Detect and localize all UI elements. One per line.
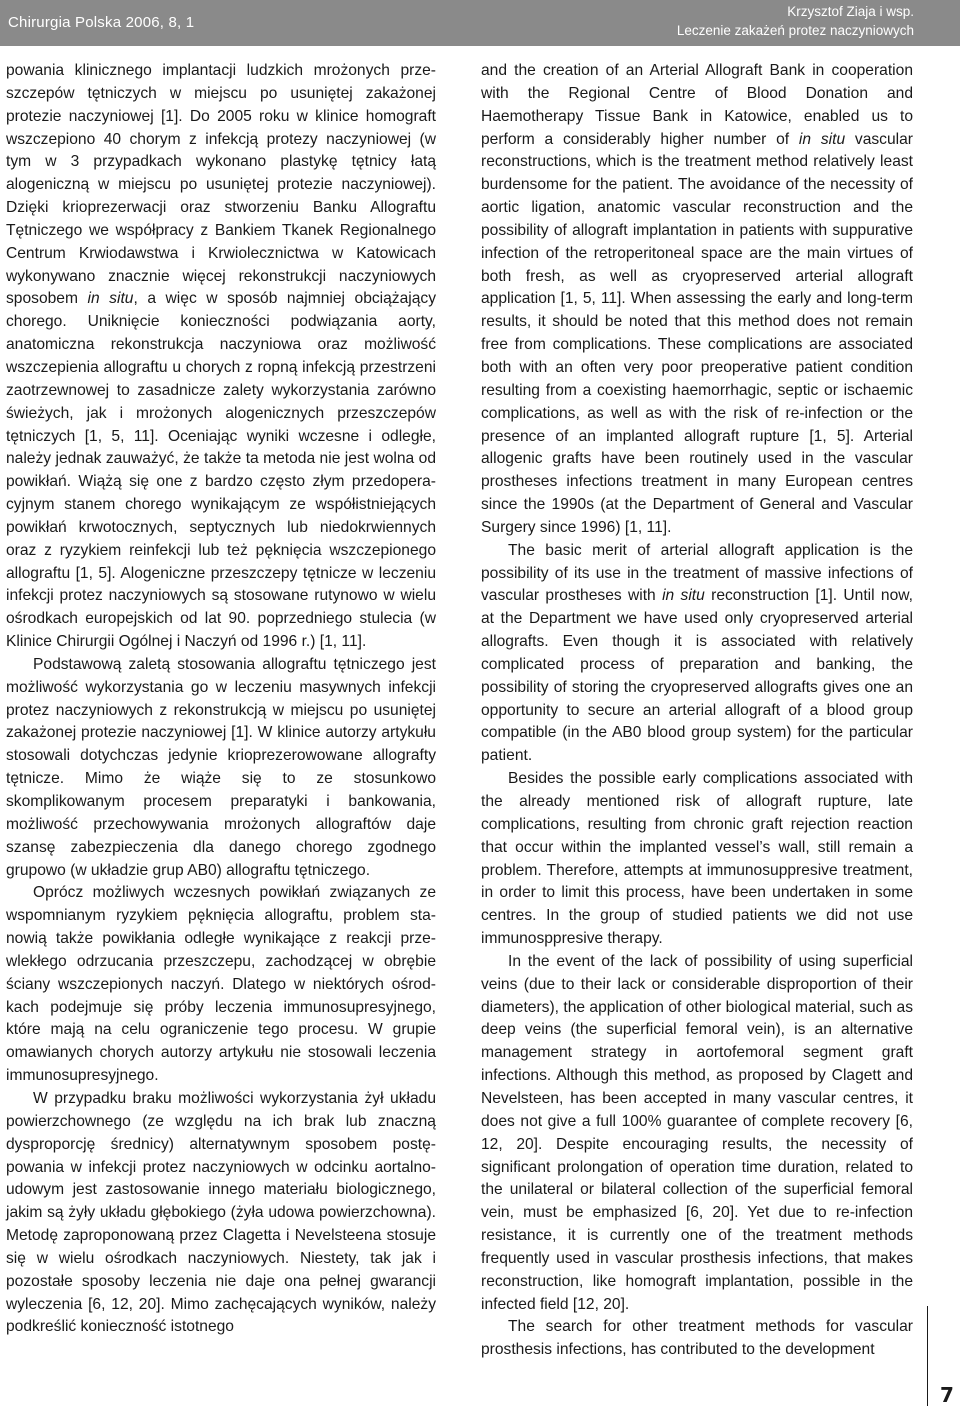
running-head (677, 2, 914, 40)
polish-column (6, 60, 436, 1339)
journal-citation: Chirurgia Polska 2006, 8, 1 (8, 14, 195, 31)
italic-term: in situ (798, 130, 846, 148)
paragraph: Oprócz możliwych wczesnych powikłań związanych ze wspomnianym ryzykiem pęknięcia allograftu, problem stanowią także powikłania odległe wynikające z reakcji przewlekłego odrzucania przeszczepu, zachodzącej w obrębie ściany wszczepionych naczyń. Dlatego w niektórych ośrodkach podejmuje się próby leczenia immunosupresyjnego, które mają na celu ograniczenie tego procesu. W grupie omawianych chorych autorzy artykułu nie stosowali leczenia immunosupresyjnego. (6, 884, 436, 1085)
paragraph: and the creation of an Arterial Allograft Bank in cooperation with the Regional Centre of Blood Donation and Haemotherapy Tissue Bank in Katowice, enabled us to perform a considerably higher number of in situ vascular reconstructions, which is the treatment method relatively least burdensome for the patient. The avoidance of the necessity of aortic ligation, anatomic vascular reconstruction and the possibility of allograft implantation in patients with suppurative infection of the retroperitoneal space are the main virtues of both fresh, as well as cryopreserved arterial allograft application [1, 5, 11]. When assessing the early and long-term results, it should be noted that this method does not remain free from complications. These complications are associated both with an often very poor preoperative patient condition resulting from a coexisting haemorrhagic, septic or ischaemic complications, as well as with the risk of re-infection or the presence of an implanted allograft rupture [1, 5]. Arterial allogenic grafts have been routinely used in the vascular prostheses infections treatment in many European centres since the 1990s (at the Department of General and Vascular Surgery since 1996) [1, 11]. (481, 62, 913, 536)
paragraph: Podstawową zaletą stosowania allograftu tętniczego jest możliwość wykorzystania go w leczeniu masywnych infekcji protez naczyniowych z rekonstrukcją w miejscu po usuniętej zakażonej protezie naczyniowej [1]. W klinice autorzy artykułu stosowali dotychczas jedynie krioprezerowowane allografty tętnicze. Mimo że wiąże się to ze stosunkowo skomplikowanym procesem preparatyki i bankowania, możliwość przechowywania mrożonych allograftów daje szansę zabezpieczenia dla danego chorego zgodnego grupowo (w układzie grup AB0) allograftu tętniczego. (6, 655, 436, 879)
paragraph: The basic merit of arterial allograft application is the possibility of its use in the treatment of massive infections of vascular prostheses with in situ reconstruction [1]. Until now, at the Department we have used only cryopreserved arterial allografts. Even though it is associated with relatively complicated process of preparation and banking, the possibility of storing the cryopreserved allografts gives one an opportunity to secure an arterial allograft of a blood group compatible (in the AB0 blood group system) for the particular patient. (481, 541, 913, 765)
paragraph: Besides the possible early complications associated with the already mentioned risk of allograft rupture, late complications, resulting from chronic graft rejection reaction that occur within the implanted vessel’s wall, still remain a problem. Therefore, attempts at immunosuppresive treatment, in order to limit this process, have been undertaken in some centres. In the group of studied patients we did not use immunosppresive therapy. (481, 770, 913, 948)
paragraph: In the event of the lack of possibility of using superficial veins (due to their lack or considerable disproportion of their diameters), the application of other biological material, such as deep veins (the superficial femoral vein), is an alternative management strategy in aortofemoral segment graft infections. Although this method, as proposed by Clagett and Nevelsteen, has been accepted in many vascular centres, it does not give a full 100% guarantee of complete recovery [6, 12, 20]. Despite encouraging results, the necessity of significant prolongation of operation time duration, related to the unilateral or bilateral collection of the superficial femoral vein, must be emphasized [6, 20]. Yet due to re-infection resistance, it is currently one of the treatment methods frequently used in vascular prosthesis infections, that makes reconstruction, like homograft implantation, possible in the infected field [12, 20]. (481, 952, 913, 1313)
page-number-rule (927, 1306, 928, 1406)
english-column (481, 60, 913, 1362)
authors: Krzysztof Ziaja i wsp. (787, 4, 914, 19)
page-header (0, 0, 960, 46)
page-number: 7 (940, 1383, 954, 1407)
running-title: Leczenie zakażeń protez naczyniowych (676, 23, 914, 38)
paragraph: The search for other treatment methods for vascular prosthesis infections, has contributed to the development (481, 1318, 913, 1359)
italic-term: in situ (87, 290, 134, 308)
paragraph: powania klinicznego implantacji ludzkich mrożonych przeszczepów tętniczych w miejscu po usuniętej zakażonej protezie naczyniowej [1]. Do 2005 roku w klinice homograft wszczepiono 40 chorym z infekcją protezy naczyniowej (w tym w 3 przypadkach wykonano plastykę tętnicy łatą alogeniczną w miejscu po usuniętej protezie naczyniowej). Dzięki krioprezerwacji oraz stworzeniu Banku Allograftu Tętniczego we współpracy z Bankiem Tkanek Regionalnego Centrum Krwiodawstwa i Krwiolecznictwa w Katowicach wykonywano znacznie więcej rekonstrukcji naczyniowych sposobem in situ, a więc w sposób najmniej obciążający chorego. Uniknięcie konieczności podwiązania aorty, anatomiczna rekonstrukcja naczyniowa oraz możliwość wszczepienia allograftu u chorych z ropną infekcją przestrzeni zaotrzewnowej to zasadnicze zalety wykorzystania zarówno świeżych, jak i mrożonych alogenicznych przeszczepów tętniczych [1, 5, 11]. Oceniając wyniki wczesne i odległe, należy jednak zauważyć, że także ta metoda nie jest wolna od powikłań. Wiążą się one z bardzo często złym przedoperacyjnym stanem chorego wynikającym ze współistniejących powikłań krwotocznych, septycznych lub niedokrwiennych oraz z ryzykiem reinfekcji lub też pęknięcia wszczepionego allograftu [1, 5]. Alogeniczne przeszczepy tętnicze w leczeniu infekcji protez naczyniowych są stosowane rutynowo w wielu ośrodkach europejskich od lat 90. poprzedniego stulecia (w Klinice Chirurgii Ogólnej i Naczyń od 1996 r.) [1, 11]. (6, 62, 436, 651)
italic-term: in situ (662, 587, 705, 605)
paragraph: W przypadku braku możliwości wykorzystania żył układu powierzchownego (ze względu na ich brak lub znaczną dysproporcję średnicy) alternatywnym sposobem postępowania w infekcji protez naczyniowych w odcinku aortalno-udowym jest zastosowanie innego materiału biologicznego, jakim są żyły układu głębokiego (żyła udowa powierzchowna). Metodę zaproponowaną przez Clagetta i Nevelsteena stosuje się w wielu ośrodkach naczyniowych. Niestety, tak jak i pozostałe sposoby leczenia nie daje ona pełnej gwarancji wyleczenia [6, 12, 20]. Mimo zachęcających wyników, należy podkreślić konieczność istotnego (6, 1089, 436, 1336)
